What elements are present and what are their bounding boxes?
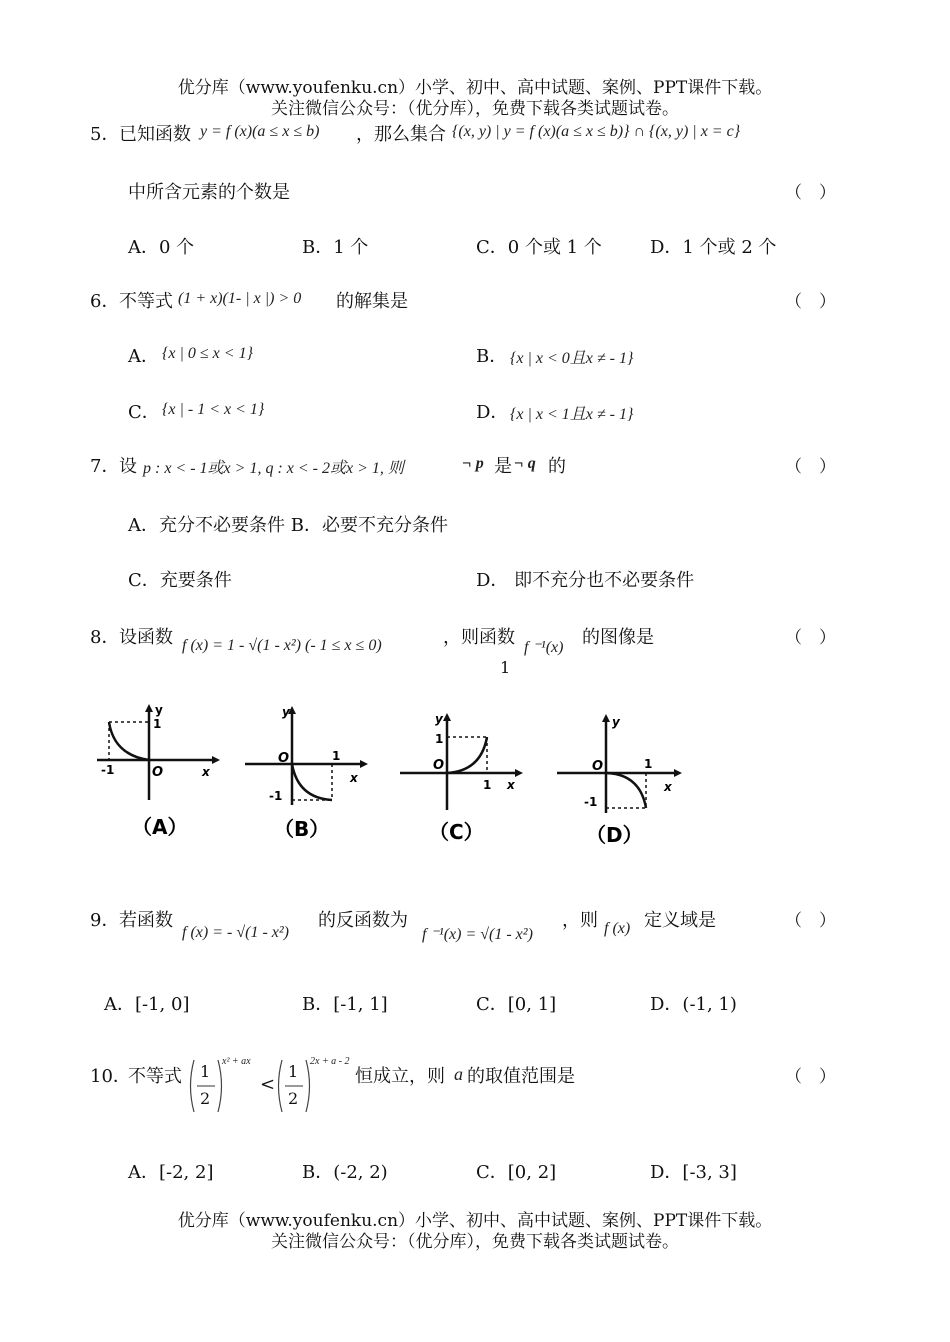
q10-exponent-2: 2x + a - 2	[310, 1056, 350, 1067]
q6-option-b: {x | x < 0且x ≠ - 1}	[510, 350, 634, 367]
graph-b-origin: O	[278, 751, 290, 766]
q10-less-than: <	[260, 1074, 276, 1095]
q10-var-a: a	[454, 1064, 463, 1084]
graph-d-origin: O	[592, 759, 604, 774]
graph-d-x-label: x	[664, 780, 672, 794]
q9-option-b: B．[-1, 1]	[302, 994, 388, 1015]
q5-text-2: ，那么集合	[356, 124, 446, 145]
footer-line-2: 关注微信公众号：（优分库），免费下载各类试题试卷。	[271, 1232, 679, 1252]
q6-option-b-label: B．	[476, 346, 508, 367]
q7-text-3: 的	[548, 456, 566, 477]
q6-answer-paren: （ ）	[785, 292, 836, 312]
q8-graph-b	[240, 700, 370, 850]
q10-half-numerator: 1	[200, 1062, 211, 1081]
q8-subscript-one: 1	[500, 658, 511, 677]
q9-text-4: 定义域是	[644, 910, 716, 931]
q8-graph-d	[552, 708, 687, 858]
q7-math-not-q: ¬ q	[514, 455, 536, 472]
q6-option-a: {x | 0 ≤ x < 1}	[162, 345, 253, 362]
q6-option-d: {x | x < 1且x ≠ - 1}	[510, 406, 634, 423]
q7-math-not-p: ¬ p	[462, 455, 484, 472]
q5-option-c: C．0 个或 1 个	[476, 237, 602, 258]
q5-math-1: y = f (x)(a ≤ x ≤ b)	[200, 123, 320, 140]
graph-d-one: 1	[644, 757, 653, 771]
q10-option-b: B．(-2, 2)	[302, 1162, 388, 1183]
q7-option-d: D． 即不充分也不必要条件	[476, 570, 695, 591]
graph-d-neg-one: -1	[584, 795, 598, 809]
graph-a-x-label: x	[202, 765, 210, 779]
q6-text-1: 不等式	[119, 291, 173, 312]
q5-option-d: D．1 个或 2 个	[650, 237, 777, 258]
graph-d-label: （D）	[586, 823, 643, 847]
q9-math-1: f (x) = - √(1 - x²)	[182, 924, 289, 941]
q5-text-1: 已知函数	[119, 124, 191, 145]
q9-option-a: A．[-1, 0]	[104, 994, 190, 1015]
q6-math-1: (1 + x)(1- | x |) > 0	[178, 290, 302, 307]
graph-b-x-label: x	[350, 771, 358, 785]
q10-exponent-1: x² + ax	[222, 1056, 251, 1067]
q6-option-c-label: C．	[128, 402, 160, 423]
q8-graph-c	[395, 705, 525, 855]
q6-number: 6．	[90, 291, 120, 312]
q5-option-a: A．0 个	[128, 237, 195, 258]
q9-text-2: 的反函数为	[318, 910, 408, 931]
q5-number: 5．	[90, 124, 120, 145]
q6-option-a-label: A．	[128, 346, 159, 367]
q6-option-d-label: D．	[476, 402, 509, 423]
graph-d-y-label: y	[612, 715, 620, 729]
graph-c-one-x: 1	[483, 778, 492, 792]
q10-option-c: C．[0, 2]	[476, 1162, 557, 1183]
q8-text-1: 设函数	[119, 627, 173, 648]
q9-math-2: f ⁻¹(x) = √(1 - x²)	[422, 926, 533, 943]
graph-b-y-label: y	[282, 705, 290, 719]
footer-line-1: 优分库（www.youfenku.cn）小学、初中、高中试题、案例、PPT课件下载。	[177, 1211, 773, 1231]
q9-option-d: D．(-1, 1)	[650, 994, 737, 1015]
q9-option-c: C．[0, 1]	[476, 994, 557, 1015]
q8-answer-paren: （ ）	[785, 628, 836, 648]
q9-answer-paren: （ ）	[785, 911, 836, 931]
q10-text-2: 恒成立，则	[355, 1066, 445, 1087]
q9-text-3: ，则	[562, 910, 598, 931]
q8-text-2: ，则函数	[443, 627, 515, 648]
graph-a-y-label: y	[155, 703, 163, 717]
q10-option-a: A．[-2, 2]	[128, 1162, 214, 1183]
graph-c-x-label: x	[507, 778, 515, 792]
q10-text-1: 不等式	[128, 1066, 182, 1087]
q5-text-3: 中所含元素的个数是	[128, 182, 290, 203]
graph-a-label: （A）	[132, 815, 188, 839]
header-line-2: 关注微信公众号：（优分库），免费下载各类试题试卷。	[271, 99, 679, 119]
graph-a-one: 1	[153, 717, 162, 731]
graph-c-one-y: 1	[435, 732, 444, 746]
q8-math-1: f (x) = 1 - √(1 - x²) (- 1 ≤ x ≤ 0)	[182, 637, 382, 654]
q7-text-2: 是	[494, 456, 512, 477]
q9-text-1: 若函数	[119, 910, 173, 931]
q9-math-3: f (x)	[604, 920, 631, 937]
q9-number: 9．	[90, 910, 120, 931]
graph-b-one: 1	[332, 749, 341, 763]
q7-option-c: C．充要条件	[128, 570, 232, 591]
graph-a-origin: O	[152, 765, 164, 780]
graph-b-neg-one: -1	[269, 789, 283, 803]
q6-text-2: 的解集是	[336, 291, 408, 312]
q8-math-2: f ⁻¹(x)	[524, 639, 564, 656]
q10-half-numerator-2: 1	[288, 1062, 299, 1081]
graph-c-origin: O	[433, 758, 445, 773]
q8-number: 8．	[90, 627, 120, 648]
q10-half-denominator: 2	[200, 1089, 211, 1108]
graph-c-label: （C）	[429, 820, 484, 844]
graph-b-label: （B）	[274, 817, 330, 841]
q10-text-3: 的取值范围是	[467, 1066, 575, 1087]
graph-c-y-label: y	[435, 712, 443, 726]
graph-a-neg-one: -1	[101, 763, 115, 777]
q10-half-denominator-2: 2	[288, 1089, 299, 1108]
q10-number: 10．	[90, 1066, 131, 1087]
q6-option-c: {x | - 1 < x < 1}	[162, 401, 265, 418]
q8-graph-a	[92, 700, 222, 845]
q10-answer-paren: （ ）	[785, 1067, 836, 1087]
q5-option-b: B．1 个	[302, 237, 369, 258]
q7-number: 7．	[90, 456, 120, 477]
q7-answer-paren: （ ）	[785, 457, 836, 477]
q10-option-d: D．[-3, 3]	[650, 1162, 737, 1183]
q5-math-2: {(x, y) | y = f (x)(a ≤ x ≤ b)} ∩ {(x, y) | x = c}	[452, 123, 741, 140]
q5-answer-paren: （ ）	[785, 183, 836, 203]
q7-math-1: p : x < - 1或x > 1, q : x < - 2或x > 1, 则	[143, 460, 404, 477]
q7-text-1: 设	[119, 456, 137, 477]
q7-option-ab: A．充分不必要条件 B．必要不充分条件	[128, 515, 448, 536]
header-line-1: 优分库（www.youfenku.cn）小学、初中、高中试题、案例、PPT课件下载。	[177, 78, 773, 98]
q8-text-3: 的图像是	[582, 627, 654, 648]
